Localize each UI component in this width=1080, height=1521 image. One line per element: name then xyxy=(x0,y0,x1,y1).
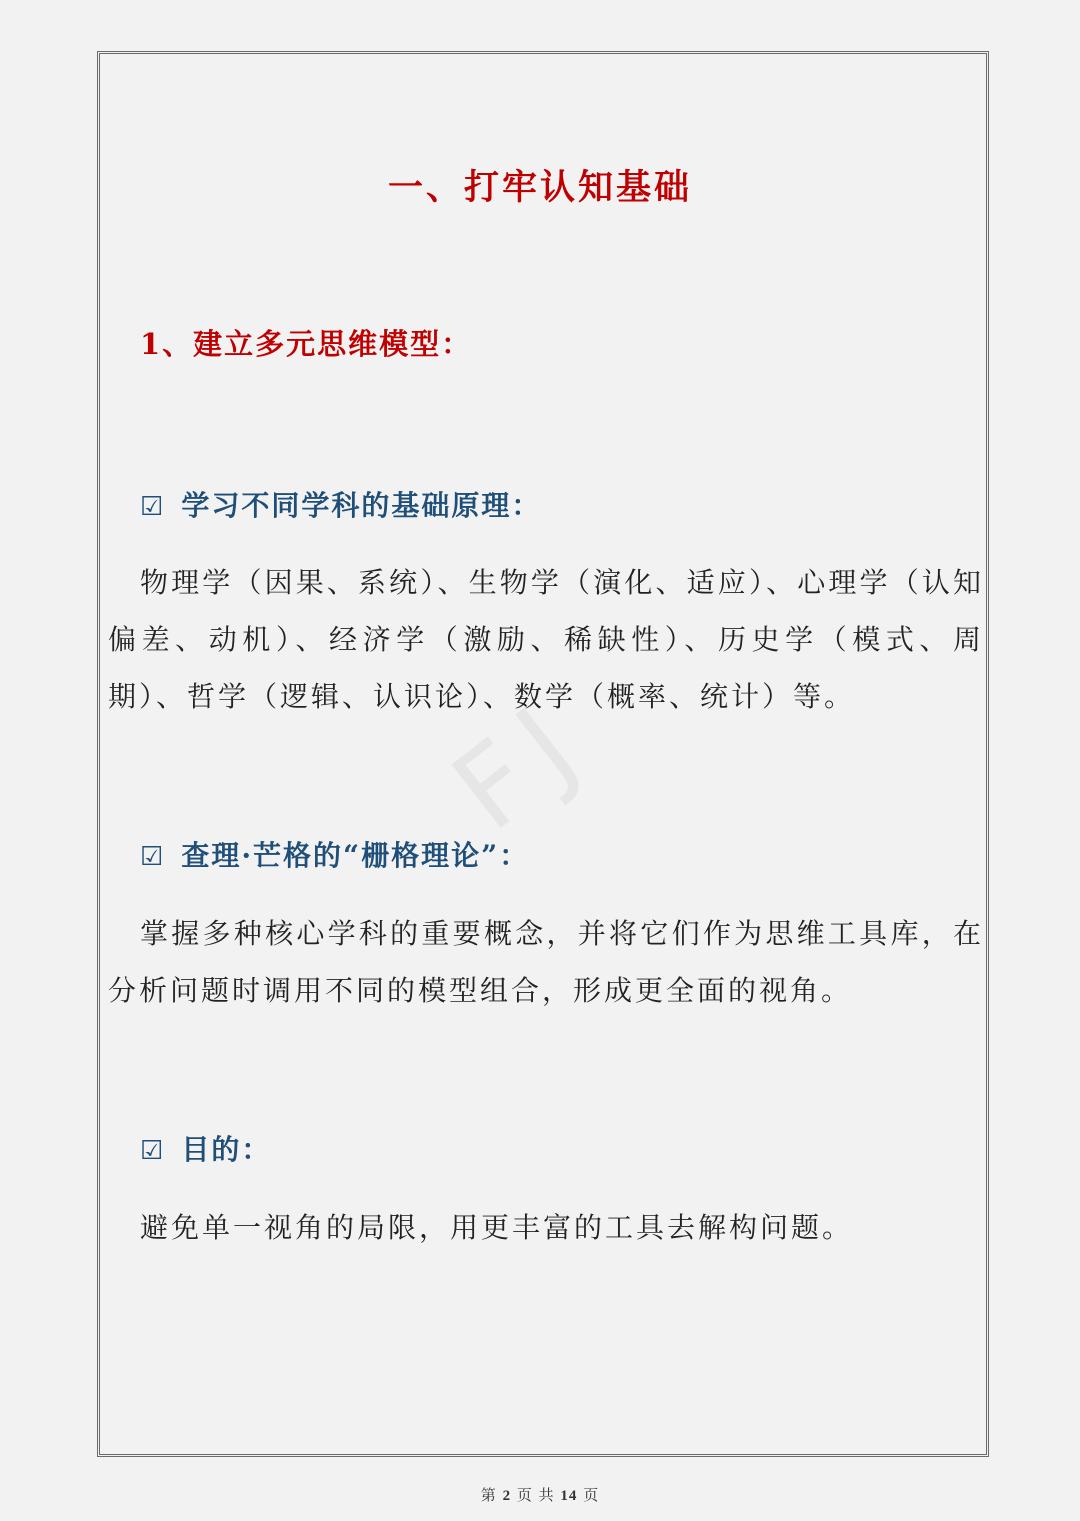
footer-prefix: 第 xyxy=(480,1486,497,1504)
subheading-purpose xyxy=(140,1128,271,1168)
subheading-principles xyxy=(140,484,541,524)
paragraph-purpose: 避免单一视角的局限，用更丰富的工具去解构问题。 xyxy=(140,1211,854,1244)
total-page-count: 14 xyxy=(560,1488,578,1504)
paragraph-principles: 物理学（因果、系统）、生物学（演化、适应）、心理学（认知偏差、动机）、经济学（激励、稀缺性）、历史学（模式、周期）、哲学（逻辑、认识论）、数学（概率、统计）等。 xyxy=(108,566,984,713)
checkbox-icon: ☑ xyxy=(140,492,166,522)
footer-suffix: 页 xyxy=(583,1486,600,1504)
subheading-label: 查理·芒格的“栅格理论”： xyxy=(181,839,530,872)
section-title: 1、建立多元思维模型： xyxy=(140,327,473,361)
document-title: 一、打牢认知基础 xyxy=(387,167,692,208)
footer-middle: 页 共 xyxy=(516,1486,555,1504)
subheading-label: 学习不同学科的基础原理： xyxy=(181,489,542,522)
subheading-lattice-theory xyxy=(140,834,529,874)
checkbox-icon: ☑ xyxy=(140,842,166,872)
paragraph-lattice-theory: 掌握多种核心学科的重要概念，并将它们作为思维工具库，在分析问题时调用不同的模型组合，形成更全面的视角。 xyxy=(108,917,984,1007)
checkbox-icon: ☑ xyxy=(140,1136,166,1166)
watermark: FJ xyxy=(429,673,613,855)
subheading-label: 目的： xyxy=(181,1133,272,1166)
current-page-number: 2 xyxy=(502,1488,512,1504)
page-footer xyxy=(0,1484,1080,1505)
